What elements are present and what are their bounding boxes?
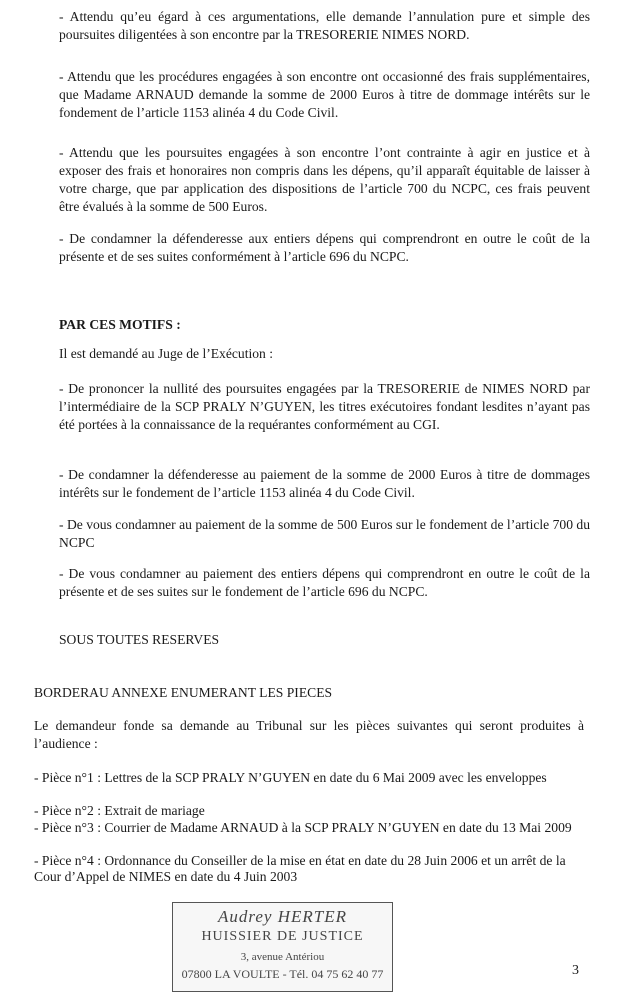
paragraph-condamner-2000: - De condamner la défenderesse au paiement de la somme de 2000 Euros à titre de dommages intérêts sur le fondement de l’article 1153 alinéa 4 du Code Civil.: [59, 467, 590, 500]
huissier-stamp: [172, 902, 393, 992]
paragraph-dommages: - Attendu que les procédures engagées à son encontre ont occasionné des frais supplémentaires, que Madame ARNAUD demande la somme de 2000 Euros à titre de dommage intérêts sur le fondement de l’article 1153 alinéa 4 du Code Civil.: [59, 69, 590, 120]
paragraph-annulation: - Attendu qu’eu égard à ces argumentations, elle demande l’annulation pure et simple des poursuites diligentées à son encontre par la TRESORERIE NIMES NORD.: [59, 9, 590, 42]
paragraph-nullite: - De prononcer la nullité des poursuites engagées par la TRESORERIE de NIMES NORD par l’intermédiaire de la SCP PRALY N’GUYEN, les titres exécutoires fondant lesdites n’ayant pas été portées à la connaissance de la requérantes conformément au CGI.: [59, 381, 590, 432]
sous-toutes-reserves: SOUS TOUTES RESERVES: [59, 632, 220, 647]
paragraph-frais: - Attendu que les poursuites engagées à son encontre l’ont contrainte à agir en justice et à exposer des frais et honoraires non compris dans les dépens, qu’il apparaît équitable de laisser à votre charge, que par application des dispositions de l’article 700 du NCPC, ces frais peuvent être évalués à la somme de 500 Euros.: [59, 145, 590, 214]
list-item: - Pièce n°2 : Extrait de mariage: [34, 803, 205, 818]
page-number: 3: [572, 963, 579, 978]
heading-par-ces-motifs: PAR CES MOTIFS :: [59, 317, 181, 332]
stamp-city: 07800 LA VOULTE - Tél. 04 75 62 40 77: [181, 967, 384, 981]
list-item: - Pièce n°1 : Lettres de la SCP PRALY N’GUYEN en date du 6 Mai 2009 avec les enveloppes: [34, 770, 547, 785]
stamp-title: HUISSIER DE JUSTICE: [201, 929, 364, 944]
stamp-address: 3, avenue Antériou: [240, 951, 325, 963]
paragraph-depens: - De condamner la défenderesse aux entiers dépens qui comprendront en outre le coût de la présente et de ses suites conformément à l’article 696 du NCPC.: [59, 231, 590, 264]
bordereau-heading: BORDERAU ANNEXE ENUMERANT LES PIECES: [34, 685, 333, 700]
stamp-name: Audrey HERTER: [218, 907, 347, 926]
list-item: - Pièce n°3 : Courrier de Madame ARNAUD à la SCP PRALY N’GUYEN en date du 13 Mai 2009: [34, 820, 572, 835]
paragraph-pieces-intro: Le demandeur fonde sa demande au Tribunal sur les pièces suivantes qui seront produites à l’audience :: [34, 718, 584, 751]
paragraph-condamner-depens: - De vous condamner au paiement des entiers dépens qui comprendront en outre le coût de la présente et de ses suites sur le fondement de l’article 696 du NCPC.: [59, 566, 590, 599]
list-item: - Pièce n°4 : Ordonnance du Conseiller de la mise en état en date du 28 Juin 2006 et un arrêt de la Cour d’Appel de NIMES en date du 4 Juin 2003: [34, 853, 566, 884]
paragraph-condamner-500: - De vous condamner au paiement de la somme de 500 Euros sur le fondement de l’article 700 du NCPC: [59, 517, 590, 550]
paragraph-demande-juge: Il est demandé au Juge de l’Exécution :: [59, 346, 274, 361]
